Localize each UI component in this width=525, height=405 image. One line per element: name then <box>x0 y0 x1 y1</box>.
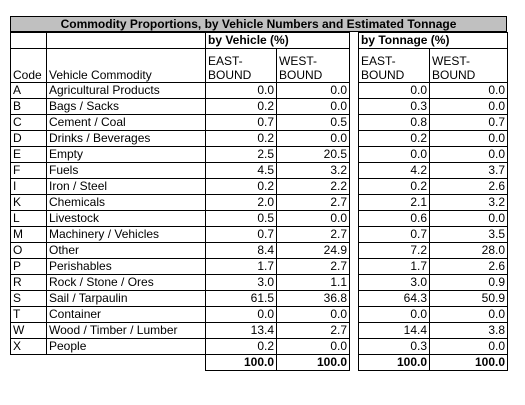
commodity-cell: People <box>47 339 206 355</box>
vehicle-eastbound-cell: 0.2 <box>206 179 277 195</box>
table-row <box>11 163 350 179</box>
code-cell: K <box>11 195 47 211</box>
tonnage-westbound-cell: 0.0 <box>430 147 508 163</box>
vehicle-table <box>10 32 350 371</box>
table-row <box>11 179 350 195</box>
table-row <box>11 195 350 211</box>
tonnage-eastbound-cell: 1.7 <box>359 259 430 275</box>
header-blank-cell <box>11 33 47 49</box>
table-row <box>11 227 350 243</box>
tonnage-westbound-cell: 3.8 <box>430 323 508 339</box>
vehicle-eastbound-cell: 4.5 <box>206 163 277 179</box>
table-row <box>11 323 350 339</box>
commodity-cell: Fuels <box>47 163 206 179</box>
tonnage-eastbound-cell: 0.3 <box>359 99 430 115</box>
westbound-line1: WEST- <box>432 54 470 68</box>
tonnage-westbound-cell: 50.9 <box>430 291 508 307</box>
group-header-tonnage: by Tonnage (%) <box>359 33 508 49</box>
table-row <box>359 275 508 291</box>
tonnage-eastbound-cell: 0.0 <box>359 147 430 163</box>
table-row <box>359 323 508 339</box>
commodity-cell: Sail / Tarpaulin <box>47 291 206 307</box>
table-row <box>11 115 350 131</box>
westbound-line1: WEST- <box>279 54 317 68</box>
vehicle-eastbound-cell: 61.5 <box>206 291 277 307</box>
table-row <box>359 83 508 99</box>
commodity-cell: Empty <box>47 147 206 163</box>
table-row <box>11 83 350 99</box>
table-row <box>11 211 350 227</box>
table-row <box>11 307 350 323</box>
tonnage-eastbound-cell: 14.4 <box>359 323 430 339</box>
totals-row <box>359 355 508 371</box>
eastbound-line1: EAST- <box>208 54 243 68</box>
tonnage-eastbound-cell: 0.0 <box>359 83 430 99</box>
table-title: Commodity Proportions, by Vehicle Numbers and Estimated Tonnage <box>10 16 507 32</box>
vehicle-eastbound-cell: 8.4 <box>206 243 277 259</box>
tonnage-westbound-cell: 0.0 <box>430 307 508 323</box>
table-row <box>359 243 508 259</box>
vehicle-westbound-cell: 0.0 <box>277 83 350 99</box>
eastbound-line2: BOUND <box>208 68 252 82</box>
tonnage-westbound-cell: 0.9 <box>430 275 508 291</box>
totals-row <box>11 355 350 371</box>
table-row <box>11 131 350 147</box>
tonnage-westbound-cell: 0.0 <box>430 83 508 99</box>
tonnage-westbound-cell: 0.0 <box>430 339 508 355</box>
table-row <box>359 115 508 131</box>
eastbound-line1: EAST- <box>361 54 396 68</box>
vehicle-westbound-cell: 0.0 <box>277 131 350 147</box>
vehicle-westbound-cell: 0.0 <box>277 211 350 227</box>
tonnage-westbound-cell: 0.7 <box>430 115 508 131</box>
vehicle-westbound-cell: 1.1 <box>277 275 350 291</box>
vehicle-eastbound-cell: 1.7 <box>206 259 277 275</box>
vehicle-westbound-cell: 2.7 <box>277 227 350 243</box>
vehicle-westbound-cell: 2.7 <box>277 323 350 339</box>
code-cell: F <box>11 163 47 179</box>
table-row <box>359 259 508 275</box>
tonnage-eastbound-cell: 0.2 <box>359 179 430 195</box>
tonnage-table <box>358 32 508 371</box>
vehicle-westbound-cell: 0.0 <box>277 339 350 355</box>
vehicle-eastbound-cell: 0.0 <box>206 83 277 99</box>
vehicle-eastbound-cell: 0.5 <box>206 211 277 227</box>
vehicle-westbound-cell: 2.7 <box>277 195 350 211</box>
total-tonnage-eastbound: 100.0 <box>359 355 430 371</box>
commodity-cell: Machinery / Vehicles <box>47 227 206 243</box>
westbound-line2: BOUND <box>279 68 323 82</box>
commodity-cell: Iron / Steel <box>47 179 206 195</box>
total-tonnage-westbound: 100.0 <box>430 355 508 371</box>
vehicle-westbound-cell: 0.5 <box>277 115 350 131</box>
commodity-cell: Bags / Sacks <box>47 99 206 115</box>
tonnage-westbound-cell: 2.6 <box>430 179 508 195</box>
table-row <box>359 339 508 355</box>
total-vehicle-eastbound: 100.0 <box>206 355 277 371</box>
col-header-tonnage-eastbound <box>359 49 430 83</box>
vehicle-westbound-cell: 36.8 <box>277 291 350 307</box>
col-header-tonnage-westbound <box>430 49 508 83</box>
code-cell: X <box>11 339 47 355</box>
vehicle-eastbound-cell: 2.5 <box>206 147 277 163</box>
tonnage-westbound-cell: 3.5 <box>430 227 508 243</box>
vehicle-westbound-cell: 2.2 <box>277 179 350 195</box>
col-header-vehicle-westbound <box>277 49 350 83</box>
vehicle-eastbound-cell: 0.7 <box>206 227 277 243</box>
tonnage-eastbound-cell: 0.7 <box>359 227 430 243</box>
tonnage-eastbound-cell: 0.0 <box>359 307 430 323</box>
tonnage-eastbound-cell: 64.3 <box>359 291 430 307</box>
vehicle-westbound-cell: 0.0 <box>277 307 350 323</box>
table-row <box>359 291 508 307</box>
totals-blank-cell <box>47 355 206 371</box>
table-row <box>11 275 350 291</box>
tonnage-eastbound-cell: 2.1 <box>359 195 430 211</box>
vehicle-eastbound-cell: 0.2 <box>206 339 277 355</box>
total-vehicle-westbound: 100.0 <box>277 355 350 371</box>
table-row <box>11 339 350 355</box>
vehicle-eastbound-cell: 0.2 <box>206 99 277 115</box>
table-row <box>359 227 508 243</box>
header-blank-cell <box>47 33 206 49</box>
vehicle-westbound-cell: 20.5 <box>277 147 350 163</box>
commodity-cell: Chemicals <box>47 195 206 211</box>
table-row <box>11 243 350 259</box>
table-row <box>359 179 508 195</box>
commodity-cell: Drinks / Beverages <box>47 131 206 147</box>
commodity-cell: Wood / Timber / Lumber <box>47 323 206 339</box>
tonnage-westbound-cell: 0.0 <box>430 211 508 227</box>
code-cell: B <box>11 99 47 115</box>
table-row <box>11 99 350 115</box>
westbound-line2: BOUND <box>432 68 476 82</box>
eastbound-line2: BOUND <box>361 68 405 82</box>
tonnage-eastbound-cell: 0.6 <box>359 211 430 227</box>
table-row <box>11 147 350 163</box>
code-cell: D <box>11 131 47 147</box>
group-header-vehicle: by Vehicle (%) <box>206 33 350 49</box>
table-row <box>359 147 508 163</box>
code-cell: A <box>11 83 47 99</box>
vehicle-westbound-cell: 3.2 <box>277 163 350 179</box>
code-cell: S <box>11 291 47 307</box>
code-cell: P <box>11 259 47 275</box>
tonnage-eastbound-cell: 0.2 <box>359 131 430 147</box>
table-row <box>359 307 508 323</box>
vehicle-westbound-cell: 2.7 <box>277 259 350 275</box>
commodity-cell: Rock / Stone / Ores <box>47 275 206 291</box>
vehicle-eastbound-cell: 0.7 <box>206 115 277 131</box>
table-row <box>11 291 350 307</box>
tonnage-westbound-cell: 28.0 <box>430 243 508 259</box>
code-cell: E <box>11 147 47 163</box>
code-cell: R <box>11 275 47 291</box>
tonnage-westbound-cell: 0.0 <box>430 99 508 115</box>
vehicle-westbound-cell: 24.9 <box>277 243 350 259</box>
table-row <box>359 163 508 179</box>
vehicle-eastbound-cell: 2.0 <box>206 195 277 211</box>
totals-blank-cell <box>11 355 47 371</box>
code-cell: O <box>11 243 47 259</box>
tonnage-eastbound-cell: 0.8 <box>359 115 430 131</box>
tonnage-westbound-cell: 3.7 <box>430 163 508 179</box>
code-cell: C <box>11 115 47 131</box>
commodity-cell: Other <box>47 243 206 259</box>
tonnage-eastbound-cell: 7.2 <box>359 243 430 259</box>
commodity-cell: Livestock <box>47 211 206 227</box>
code-cell: I <box>11 179 47 195</box>
vehicle-eastbound-cell: 13.4 <box>206 323 277 339</box>
vehicle-eastbound-cell: 0.0 <box>206 307 277 323</box>
col-header-vehicle-eastbound <box>206 49 277 83</box>
col-header-code: Code <box>11 49 47 83</box>
vehicle-eastbound-cell: 3.0 <box>206 275 277 291</box>
table-row <box>359 211 508 227</box>
code-cell: M <box>11 227 47 243</box>
table-row <box>359 195 508 211</box>
commodity-cell: Perishables <box>47 259 206 275</box>
commodity-cell: Cement / Coal <box>47 115 206 131</box>
commodity-cell: Container <box>47 307 206 323</box>
tonnage-eastbound-cell: 0.3 <box>359 339 430 355</box>
tonnage-eastbound-cell: 4.2 <box>359 163 430 179</box>
code-cell: T <box>11 307 47 323</box>
commodity-cell: Agricultural Products <box>47 83 206 99</box>
table-row <box>359 99 508 115</box>
col-header-commodity: Vehicle Commodity <box>47 49 206 83</box>
tonnage-westbound-cell: 2.6 <box>430 259 508 275</box>
code-cell: W <box>11 323 47 339</box>
vehicle-eastbound-cell: 0.2 <box>206 131 277 147</box>
code-cell: L <box>11 211 47 227</box>
table-row <box>11 259 350 275</box>
tonnage-westbound-cell: 0.0 <box>430 131 508 147</box>
tonnage-eastbound-cell: 3.0 <box>359 275 430 291</box>
table-row <box>359 131 508 147</box>
tonnage-westbound-cell: 3.2 <box>430 195 508 211</box>
vehicle-westbound-cell: 0.0 <box>277 99 350 115</box>
